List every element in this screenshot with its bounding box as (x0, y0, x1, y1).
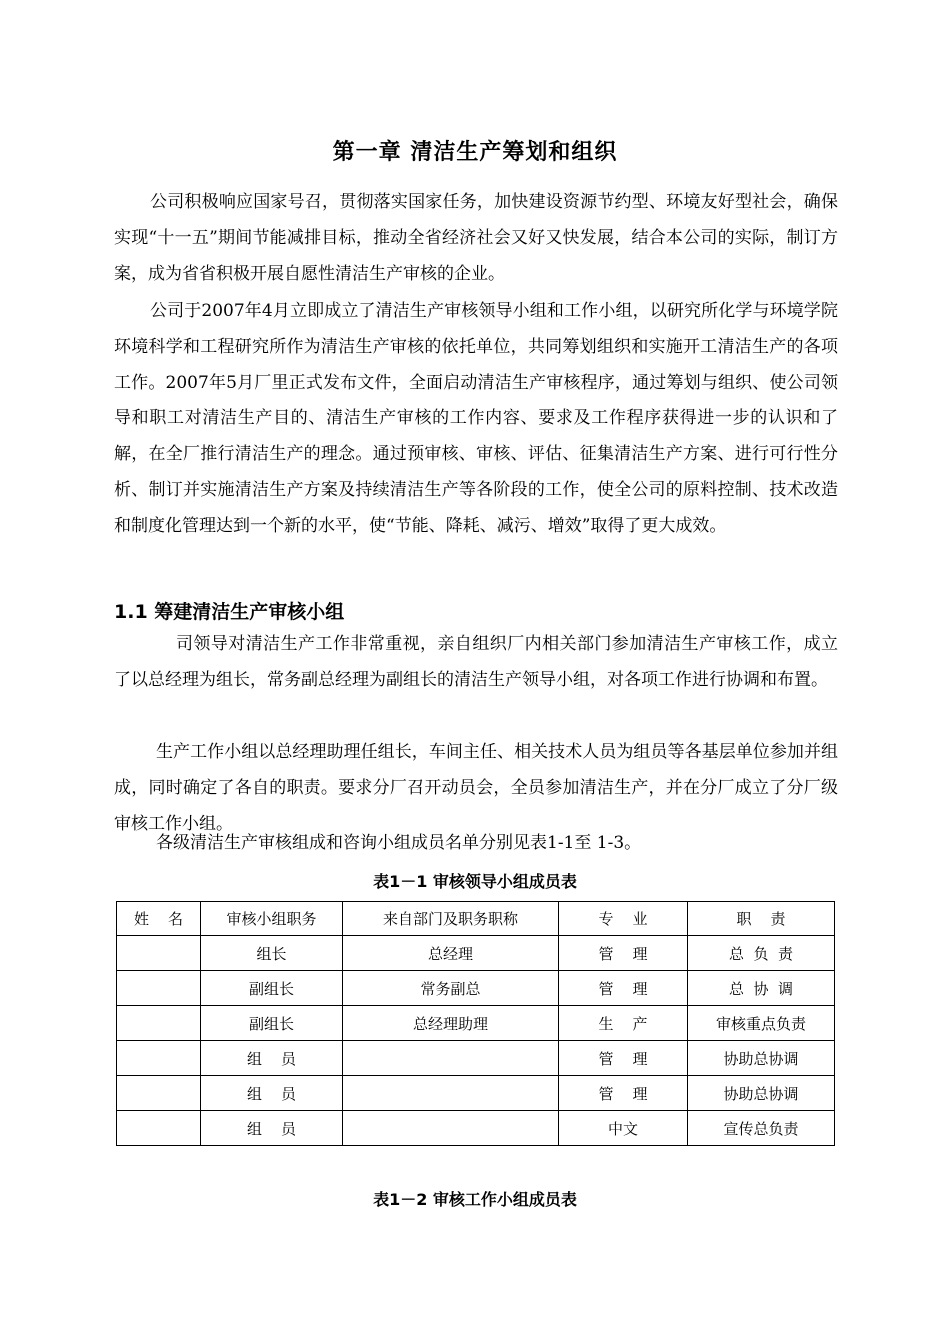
table-caption: 表1－1 审核领导小组成员表 (373, 872, 577, 891)
table-cell: 副组长 (201, 971, 343, 1006)
table-cell: 生 产 (559, 1006, 688, 1041)
table-row (117, 1111, 835, 1146)
paragraph-table-reference: 各级清洁生产审核组成和咨询小组成员名单分别见表1-1至 1-3。 (156, 833, 642, 853)
table-cell: 中文 (559, 1111, 688, 1146)
table-cell: 管 理 (559, 936, 688, 971)
table-cell: 组 员 (201, 1111, 343, 1146)
table-cell (117, 936, 201, 971)
header-duty: 职 责 (688, 902, 835, 936)
table-cell: 审核重点负责 (688, 1006, 835, 1041)
table-cell: 宣传总负责 (688, 1111, 835, 1146)
table-row (117, 936, 835, 971)
table-cell: 总经理 (343, 936, 559, 971)
table-cell: 常务副总 (343, 971, 559, 1006)
chapter-title: 第一章 清洁生产筹划和组织 (332, 140, 618, 165)
table-cell (117, 1006, 201, 1041)
table-row (117, 1076, 835, 1111)
paragraph-organization: 公司于2007年4月立即成立了清洁生产审核领导小组和工作小组，以研究所化学与环境学院环境科学和工程研究所作为清洁生产审核的依托单位，共同筹划组织和实施开工清洁生产的各项工作。2007年5月厂里正式发布文件，全面启动清洁生产审核程序，通过筹划与组织、使公司领导和职工对清洁生产目的、清洁生产审核的工作内容、要求及工作程序获得进一步的认识和了解，在全厂推行清洁生产的理念。通过预审核、审核、评估、征集清洁生产方案、进行可行性分析、制订并实施清洁生产方案及持续清洁生产等各阶段的工作，使全公司的原料控制、技术改造和制度化管理达到一个新的水平，使“节能、降耗、减污、增效”取得了更大成效。 (114, 301, 838, 536)
table-cell (343, 1076, 559, 1111)
paragraph-intro: 公司积极响应国家号召，贯彻落实国家任务，加快建设资源节约型、环境友好型社会，确保实现“十一五”期间节能减排目标，推动全省经济社会又好又快发展，结合本公司的实际，制订方案，成为省省积极开展自愿性清洁生产审核的企业。 (114, 192, 838, 284)
table-row (117, 971, 835, 1006)
paragraph-leadership: 司领导对清洁生产工作非常重视，亲自组织厂内相关部门参加清洁生产审核工作，成立了以总经理为组长，常务副总经理为副组长的清洁生产领导小组，对各项工作进行协调和布置。 (114, 634, 838, 690)
table-cell: 管 理 (559, 1076, 688, 1111)
table-cell: 管 理 (559, 1041, 688, 1076)
header-group-role: 审核小组职务 (201, 902, 343, 936)
leadership-members-table (116, 901, 835, 1146)
table-cell: 组长 (201, 936, 343, 971)
table-cell: 协助总协调 (688, 1076, 835, 1111)
table-cell: 副组长 (201, 1006, 343, 1041)
table-cell (117, 1111, 201, 1146)
table-cell: 组 员 (201, 1076, 343, 1111)
table-cell: 组 员 (201, 1041, 343, 1076)
table-caption-2: 表1－2 审核工作小组成员表 (373, 1190, 577, 1209)
table-cell: 协助总协调 (688, 1041, 835, 1076)
section-heading: 1.1 筹建清洁生产审核小组 (114, 601, 345, 623)
table-cell (343, 1111, 559, 1146)
table-cell: 总经理助理 (343, 1006, 559, 1041)
table-cell: 总 负 责 (688, 936, 835, 971)
table-row (117, 1006, 835, 1041)
paragraph-working-group: 生产工作小组以总经理助理任组长，车间主任、相关技术人员为组员等各基层单位参加并组成，同时确定了各自的职责。要求分厂召开动员会，全员参加清洁生产，并在分厂成立了分厂级审核工作小组。 (114, 742, 838, 834)
table-cell (117, 1041, 201, 1076)
table-header-row (117, 902, 835, 936)
table-cell (117, 971, 201, 1006)
header-department-title: 来自部门及职务职称 (343, 902, 559, 936)
header-specialty: 专 业 (559, 902, 688, 936)
table-cell: 总 协 调 (688, 971, 835, 1006)
header-name: 姓 名 (117, 902, 201, 936)
table-cell (117, 1076, 201, 1111)
table-row (117, 1041, 835, 1076)
table-cell (343, 1041, 559, 1076)
table-cell: 管 理 (559, 971, 688, 1006)
